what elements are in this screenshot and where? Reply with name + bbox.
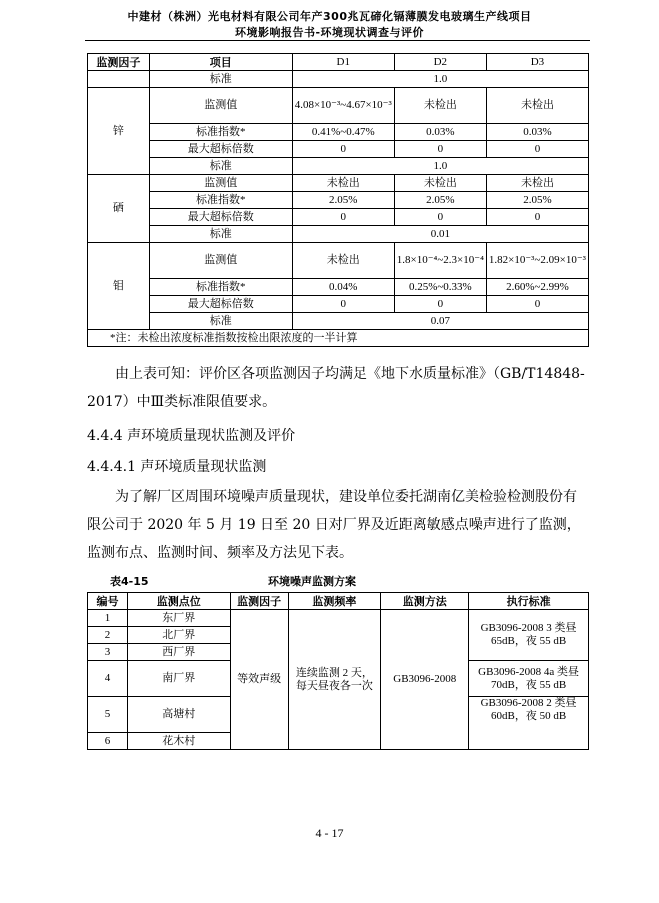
table-row: [88, 610, 589, 627]
table-row: [88, 192, 589, 209]
cell: 西厂界: [127, 644, 230, 661]
cell: 北厂界: [127, 627, 230, 644]
cell: 监测值: [149, 243, 292, 279]
cell: 标准指数*: [149, 279, 292, 296]
factor-cell: 钼: [88, 243, 150, 330]
cell: 未检出: [394, 88, 486, 124]
cell: 最大超标倍数: [149, 209, 292, 226]
cell: 4: [88, 661, 128, 697]
table-row: [88, 296, 589, 313]
col-header: 编号: [88, 593, 128, 610]
cell: 1.0: [292, 158, 588, 175]
noise-monitoring-table: [87, 592, 589, 750]
table-caption-title: 环境噪声监测方案: [268, 575, 356, 588]
cell: 高塘村: [127, 697, 230, 733]
cell: 花木村: [127, 733, 230, 750]
cell: 5: [88, 697, 128, 733]
cell: 0: [394, 296, 486, 313]
cell: 等效声级: [230, 610, 288, 750]
table-row: [88, 243, 589, 279]
cell: 2.05%: [394, 192, 486, 209]
doc-header-subtitle: 环境影响报告书-环境现状调查与评价: [234, 26, 425, 39]
table-row: [88, 71, 589, 88]
cell: 标准指数*: [149, 124, 292, 141]
cell: 0.03%: [394, 124, 486, 141]
col-header: 监测因子: [88, 54, 150, 71]
table-row: [88, 175, 589, 192]
col-header: D2: [394, 54, 486, 71]
cell: 未检出: [394, 175, 486, 192]
table-header-row: [88, 54, 589, 71]
col-header: D1: [292, 54, 394, 71]
col-header: D3: [486, 54, 588, 71]
header-divider: [85, 40, 590, 41]
cell: 3: [88, 644, 128, 661]
cell: 0: [292, 141, 394, 158]
cell: 监测值: [149, 175, 292, 192]
table-header-row: [88, 593, 589, 610]
cell: 0: [486, 296, 588, 313]
table-row: [88, 158, 589, 175]
cell: 标准: [149, 313, 292, 330]
cell: 2.05%: [486, 192, 588, 209]
table-row: [88, 124, 589, 141]
cell: 0: [292, 209, 394, 226]
factor-cell: 锌: [88, 88, 150, 175]
cell: 2.60%~2.99%: [486, 279, 588, 296]
cell: 0.41%~0.47%: [292, 124, 394, 141]
cell: 0.07: [292, 313, 588, 330]
cell: 0: [394, 209, 486, 226]
subsection-heading: 4.4.4.1 声环境质量现状监测: [87, 459, 267, 475]
cell: 监测值: [149, 88, 292, 124]
cell: 未检出: [486, 175, 588, 192]
cell: 未检出: [292, 175, 394, 192]
cell: 0: [486, 209, 588, 226]
cell: 0.25%~0.33%: [394, 279, 486, 296]
cell: 0: [486, 141, 588, 158]
factor-cell: 硒: [88, 175, 150, 243]
cell: 0.01: [292, 226, 588, 243]
cell: GB3096-2008 4a 类昼 70dB，夜 55 dB: [469, 661, 589, 697]
cell: 0.04%: [292, 279, 394, 296]
table-row: [88, 313, 589, 330]
cell: 1: [88, 610, 128, 627]
cell: GB3096-2008: [381, 610, 469, 750]
cell: 标准: [149, 226, 292, 243]
table-row: [88, 88, 589, 124]
cell: 南厂界: [127, 661, 230, 697]
cell: 东厂界: [127, 610, 230, 627]
conclusion-paragraph: 由上表可知：评价区各项监测因子均满足《地下水质量标准》（GB/T14848-2017）中Ⅲ类标准限值要求。: [87, 366, 585, 410]
cell: 未检出: [486, 88, 588, 124]
col-header: 项目: [149, 54, 292, 71]
groundwater-monitoring-table: [87, 53, 589, 347]
cell: 6: [88, 733, 128, 750]
cell: 标准: [149, 158, 292, 175]
col-header: 监测方法: [381, 593, 469, 610]
cell: 标准: [149, 71, 292, 88]
table-note-row: [88, 330, 589, 347]
monitoring-paragraph: 为了解厂区周围环境噪声质量现状，建设单位委托湖南亿美检验检测股份有限公司于 2020 年 5 月 19 日至 20 日对厂界及近距离敏感点噪声进行了监测，监测布点、监测时间、频率及方法见下表。: [87, 489, 581, 561]
table-caption-number: 表4-15: [110, 575, 149, 588]
cell: 4.08×10⁻³~4.67×10⁻³: [292, 88, 394, 124]
col-header: 监测因子: [230, 593, 288, 610]
table-note: *注：未检出浓度标准指数按检出限浓度的一半计算: [88, 330, 589, 347]
cell: 0.03%: [486, 124, 588, 141]
cell: 连续监测 2 天，每天昼夜各一次: [288, 610, 381, 750]
page-number: 4 - 17: [315, 826, 344, 840]
table-row: [88, 279, 589, 296]
cell: 1.0: [292, 71, 588, 88]
cell: 0: [292, 296, 394, 313]
cell: GB3096-2008 2 类昼 60dB，夜 50 dB: [469, 697, 589, 750]
section-heading: 4.4.4 声环境质量现状监测及评价: [87, 428, 296, 444]
col-header: 监测点位: [127, 593, 230, 610]
cell: 最大超标倍数: [149, 141, 292, 158]
col-header: 监测频率: [288, 593, 381, 610]
cell: 1.8×10⁻⁴~2.3×10⁻⁴: [394, 243, 486, 279]
table-row: [88, 141, 589, 158]
cell: GB3096-2008 3 类昼 65dB，夜 55 dB: [469, 610, 589, 661]
doc-header-title: 中建材（株洲）光电材料有限公司年产300兆瓦碲化镉薄膜发电玻璃生产线项目: [127, 10, 532, 23]
cell: 2: [88, 627, 128, 644]
table-row: [88, 209, 589, 226]
cell: 最大超标倍数: [149, 296, 292, 313]
cell: 2.05%: [292, 192, 394, 209]
cell: 0: [394, 141, 486, 158]
cell: 标准指数*: [149, 192, 292, 209]
col-header: 执行标准: [469, 593, 589, 610]
cell: 1.82×10⁻³~2.09×10⁻³: [486, 243, 588, 279]
cell: 未检出: [292, 243, 394, 279]
table-row: [88, 226, 589, 243]
